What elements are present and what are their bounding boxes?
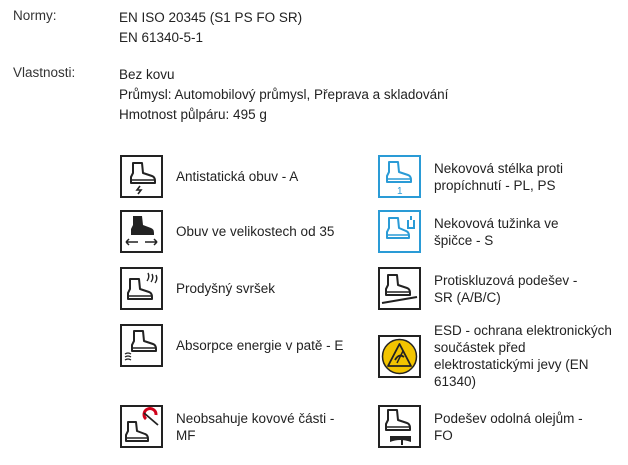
slip-resistant-sole-icon	[378, 267, 421, 310]
esd-warning-icon	[378, 335, 421, 378]
feature-breathable	[120, 267, 275, 310]
nonmetal-toecap-icon	[378, 210, 421, 253]
feature-metal-free	[120, 405, 351, 448]
vlastnosti-line: Bez kovu	[119, 67, 175, 82]
feature-heel-energy	[120, 324, 346, 367]
heel-energy-icon	[120, 324, 163, 367]
sizes-boot-icon	[120, 210, 163, 253]
feature-label: Prodyšný svršek	[176, 281, 276, 296]
feature-nonmetal-toecap	[378, 210, 584, 253]
vlastnosti-values	[119, 65, 448, 125]
vlastnosti-label: Vlastnosti:	[13, 65, 76, 80]
feature-slip-resistant	[378, 267, 594, 310]
antistatic-boot-icon	[120, 155, 163, 198]
feature-oil-resistant	[378, 405, 594, 448]
vlastnosti-line: Průmysl: Automobilový průmysl, Přeprava a skladování	[119, 87, 449, 102]
feature-label: Antistatická obuv - A	[176, 169, 299, 184]
vlastnosti-line: Hmotnost půlpáru: 495 g	[119, 107, 267, 122]
feature-label: Protiskluzová podešev - SR (A/B/C)	[434, 272, 578, 305]
feature-label: Nekovová stélka proti propíchnutí - PL, PS	[434, 160, 564, 193]
feature-label: Neobsahuje kovové části - MF	[176, 410, 335, 443]
normy-line: EN ISO 20345 (S1 PS FO SR)	[119, 10, 303, 25]
feature-label: Obuv ve velikostech od 35	[176, 224, 335, 239]
svg-text:1: 1	[397, 186, 403, 197]
feature-antistatic	[120, 155, 298, 198]
metal-free-icon	[120, 405, 163, 448]
normy-line: EN 61340-5-1	[119, 30, 204, 45]
nonmetal-insole-icon	[378, 155, 421, 198]
feature-label: ESD - ochrana elektronických součástek před elektrostatickými jevy (EN 61340)	[434, 323, 612, 389]
feature-esd	[378, 322, 619, 390]
feature-label: Podešev odolná olejům - FO	[434, 410, 583, 443]
feature-label: Absorpce energie v patě - E	[176, 338, 344, 353]
feature-sizes	[120, 210, 334, 253]
feature-nonmetal-insole	[378, 155, 594, 198]
normy-values	[119, 8, 302, 48]
breathable-upper-icon	[120, 267, 163, 310]
oil-resistant-sole-icon	[378, 405, 421, 448]
normy-label: Normy:	[13, 8, 57, 23]
feature-label: Nekovová tužinka ve špičce - S	[434, 215, 559, 248]
